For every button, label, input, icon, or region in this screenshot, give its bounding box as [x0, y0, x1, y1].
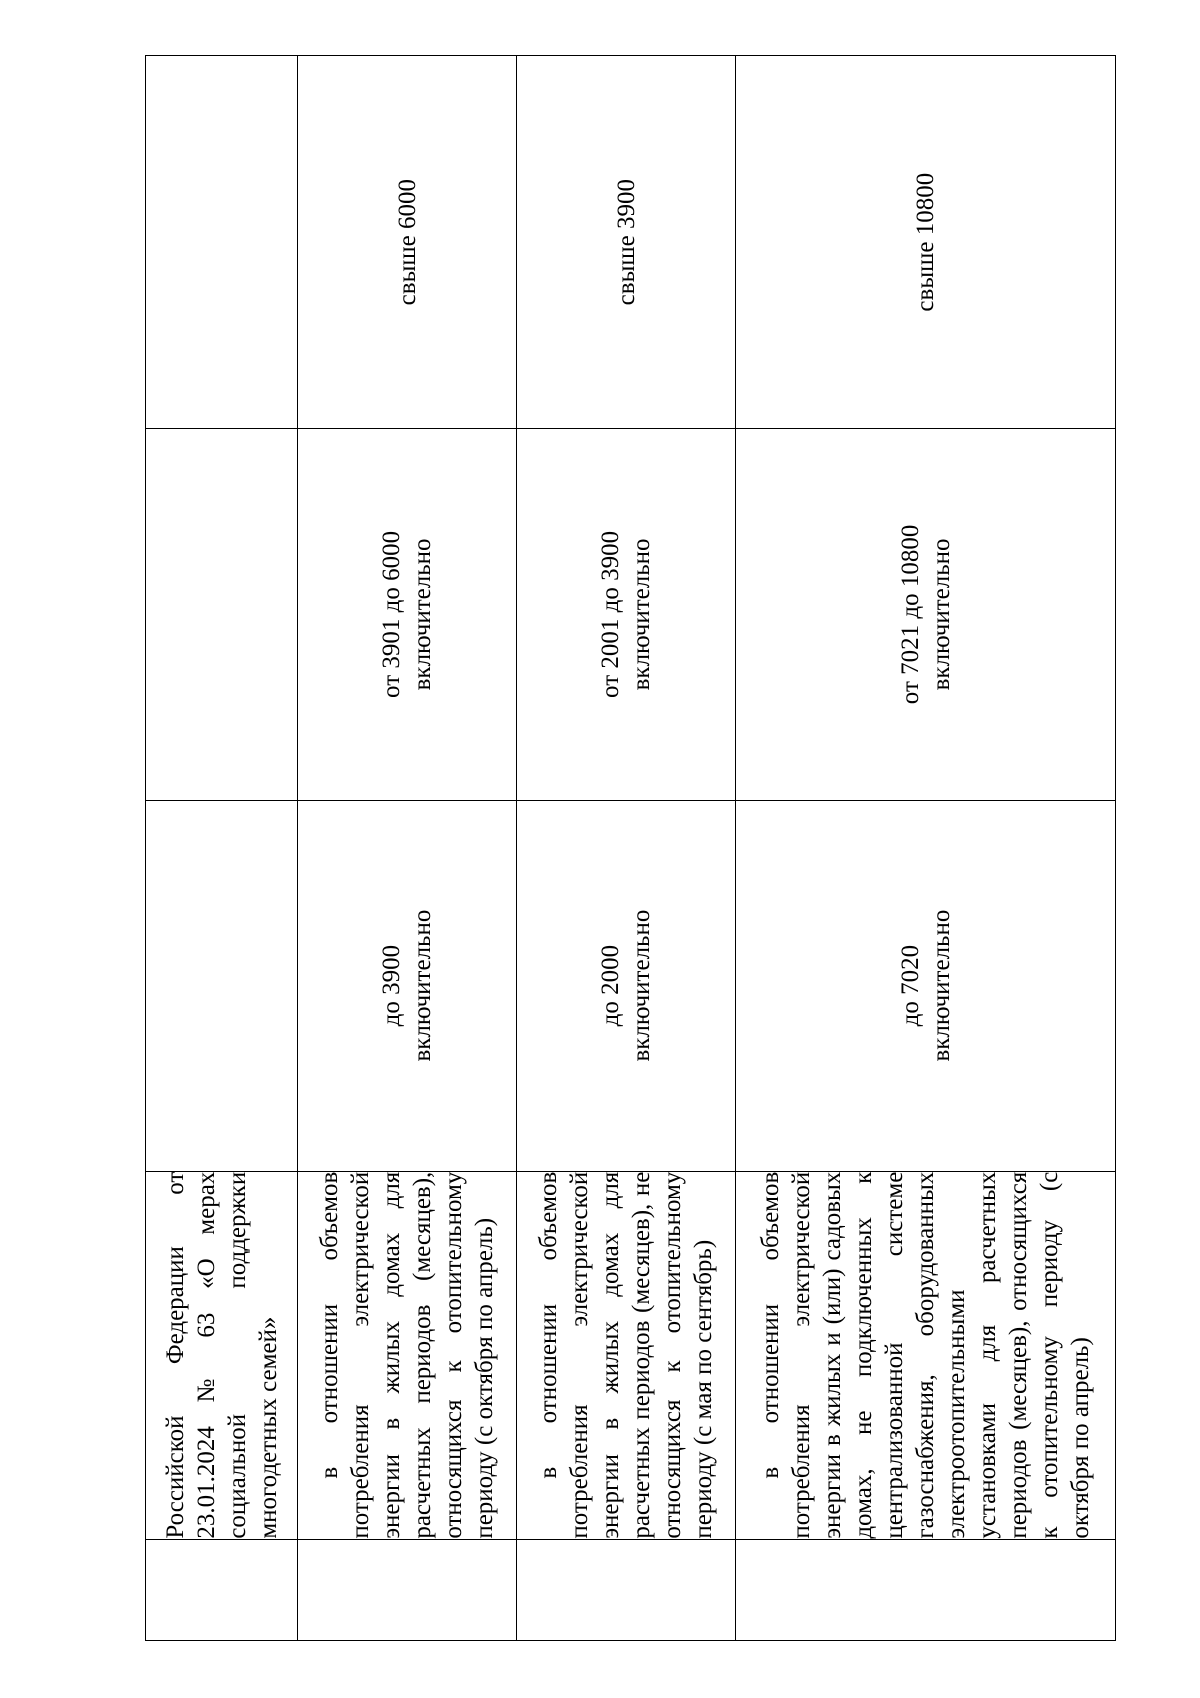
tariff-table	[145, 55, 1116, 1641]
range-mid-suffix: включительно	[409, 538, 436, 691]
range-low-cell	[146, 800, 298, 1171]
range-mid-cell	[146, 429, 298, 800]
range-low-value: до 7020	[896, 944, 924, 1027]
description-cell	[146, 1171, 298, 1539]
range-mid-cell	[517, 429, 736, 800]
range-high-cell	[736, 56, 1116, 429]
description-text: Российской Федерации от 23.01.2024 № 63 «О мерах социальной поддержки многодетных семей»	[161, 1171, 282, 1539]
range-mid-cell	[298, 429, 517, 800]
description-text: в отношении объемов потребления электрической энергии в жилых домах для расчетных периодов (месяцев), относящихся к отопительному периоду (с октября по апрель)	[316, 1171, 498, 1539]
number-cell	[736, 1539, 1116, 1640]
range-low-value: до 2000	[597, 944, 624, 1027]
range-high-cell	[298, 56, 517, 429]
range-low-cell	[736, 800, 1116, 1171]
table-row	[517, 56, 736, 1641]
rotated-page-content	[145, 55, 1115, 1641]
number-cell	[517, 1539, 736, 1640]
range-mid-value: от 3901 до 6000	[378, 530, 405, 698]
range-high-value: свыше 10800	[912, 172, 939, 312]
range-low-suffix: включительно	[628, 909, 655, 1062]
table-row	[736, 56, 1116, 1641]
range-low-suffix: включительно	[409, 909, 436, 1062]
range-low-value: до 3900	[378, 944, 405, 1027]
range-mid-suffix: включительно	[628, 538, 655, 691]
range-low-cell	[298, 800, 517, 1171]
range-low-suffix: включительно	[927, 909, 955, 1062]
range-mid-value: от 7021 до 10800	[896, 524, 924, 705]
range-mid-suffix: включительно	[927, 538, 955, 691]
description-cell	[517, 1171, 736, 1539]
number-cell	[146, 1539, 298, 1640]
range-high-cell	[146, 56, 298, 429]
number-cell	[298, 1539, 517, 1640]
description-text: в отношении объемов потребления электрической энергии в жилых и (или) садовых домах, не подключенных к централизованной системе газоснабжения, оборудованных электроотопительными установками для расчетных периодов (месяцев), относящихся к отопительному периоду (с октября по апрель)	[757, 1171, 1094, 1539]
description-text: в отношении объемов потребления электрической энергии в жилых домах для расчетных периодов (месяцев), не относящихся к отопительному периоду (с мая по сентябрь)	[535, 1171, 717, 1539]
table-row	[298, 56, 517, 1641]
range-low-cell	[517, 800, 736, 1171]
description-cell	[736, 1171, 1116, 1539]
range-mid-value: от 2001 до 3900	[597, 530, 624, 698]
range-mid-cell	[736, 429, 1116, 800]
range-high-value: свыше 3900	[612, 179, 640, 306]
description-cell	[298, 1171, 517, 1539]
range-high-value: свыше 6000	[393, 179, 421, 306]
range-high-cell	[517, 56, 736, 429]
table-row	[146, 56, 298, 1641]
